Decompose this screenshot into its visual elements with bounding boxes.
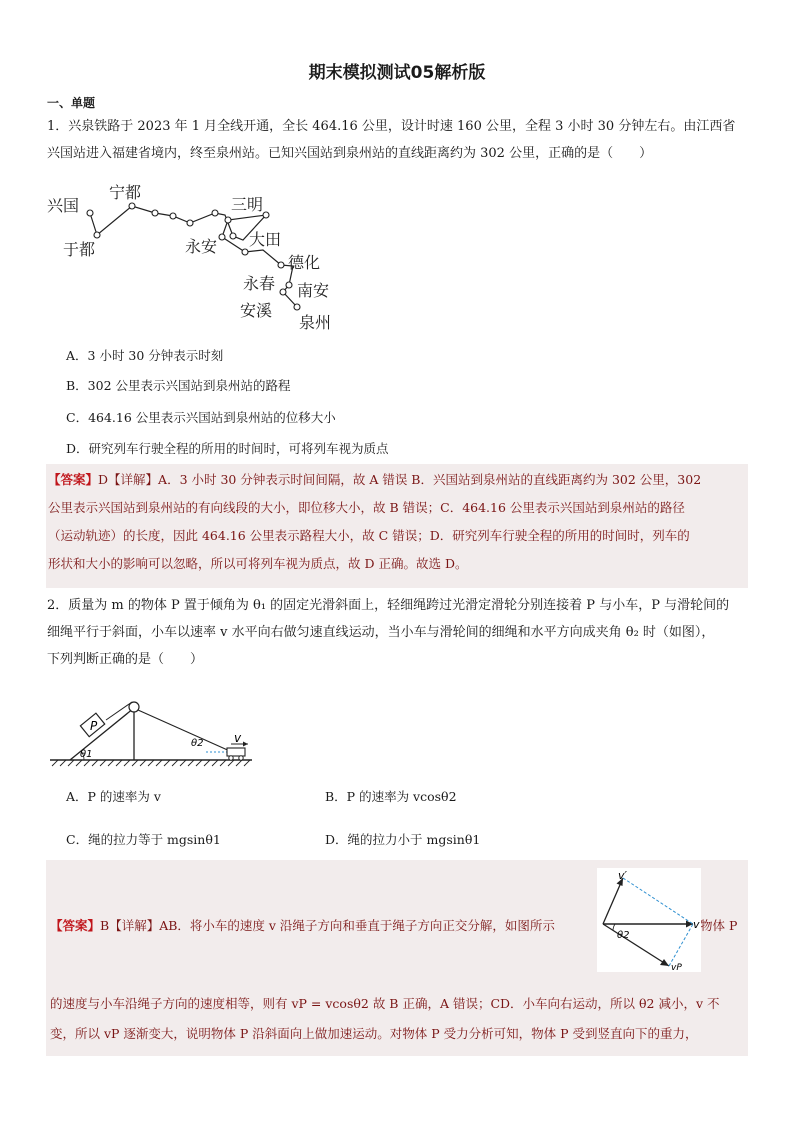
- q1-answer-line1: [48, 466, 746, 494]
- station-marker-4: [212, 210, 218, 216]
- q1-option-c: C．464.16 公里表示兴国站到泉州站的位移大小: [66, 410, 336, 425]
- q2-answer-box: [46, 860, 748, 1056]
- incline-pulley-figure: [46, 696, 256, 770]
- vec-theta2-label: θ2: [617, 930, 630, 941]
- map-label-yongchun: 永春: [243, 274, 276, 293]
- station-marker-yongchun: [286, 282, 292, 288]
- vec-vp-label: vP: [671, 963, 682, 972]
- map-label-datian: 大田: [249, 230, 282, 249]
- vec-vprime-label: v′: [618, 869, 628, 882]
- map-label-anxi: 安溪: [240, 301, 273, 320]
- map-label-nanan: 南安: [297, 281, 330, 300]
- station-marker-2: [170, 213, 176, 219]
- cart-wheel-left: [229, 756, 233, 760]
- q1-answer-tag: 【答案】: [48, 472, 99, 487]
- map-label-quanzhou: 泉州: [299, 313, 332, 332]
- ground-hatching: [52, 760, 250, 766]
- q1-option-a: A．3 小时 30 分钟表示时刻: [66, 348, 224, 363]
- vp-vector: [603, 924, 669, 966]
- theta2-arc: [613, 924, 615, 930]
- rope-to-block: [106, 702, 132, 720]
- q2-stem-line3: 下列判断正确的是（ ）: [47, 652, 204, 667]
- q2-answer-line2: 的速度与小车沿绳子方向的速度相等，则有 vP = vcosθ2 故 B 正确，A 错误；CD．小车向右运动，所以 θ2 减小，v 不: [50, 996, 720, 1011]
- q1-answer-text: [46, 464, 748, 580]
- q2-answer-line1: [48, 910, 604, 942]
- station-marker-datian: [242, 249, 248, 255]
- q2-stem: [47, 592, 747, 673]
- q1-option-d: D．研究列车行驶全程的所用的时间时，可将列车视为质点: [66, 441, 389, 456]
- document-title: 期末模拟测试05解析版: [308, 63, 486, 83]
- q1-stem: [47, 113, 747, 167]
- velocity-arrow-head: [243, 742, 248, 747]
- parallelogram-edge-bottom: [669, 924, 693, 966]
- railway-route-map: [45, 180, 345, 335]
- q2-option-a: A．P 的速率为 v: [66, 789, 161, 804]
- map-label-yudu: 于都: [63, 240, 96, 259]
- q1-answer-box: [46, 464, 748, 588]
- q2-stem-line1: 2．质量为 m 的物体 P 置于倾角为 θ₁ 的固定光滑斜面上，轻细绳跨过光滑定滑轮分别连接着 P 与小车，P 与滑轮间的: [47, 598, 730, 613]
- q1-stem-line1: 1．兴泉铁路于 2023 年 1 月全线开通，全长 464.16 公里，设计时速 160 公里，全程 3 小时 30 分钟左右。由江西省: [47, 119, 736, 134]
- block-p-label: P: [90, 719, 98, 733]
- q2-answer-tag: 【答案】: [50, 918, 101, 933]
- station-marker-5: [225, 217, 231, 223]
- parallelogram-edge-top: [623, 878, 693, 924]
- q1-answer-line1-text: D【详解】A．3 小时 30 分钟表示时间间隔，故 A 错误 B．兴国站到泉州站的直线距离约为 302 公里，302: [98, 472, 702, 487]
- q2-answer-line1-end: 物体 P: [700, 918, 738, 933]
- rope-to-cart: [138, 710, 232, 752]
- q2-answer-line1-text: B【详解】AB．将小车的速度 v 沿绳子方向和垂直于绳子方向正交分解，如图所示: [100, 918, 555, 933]
- station-marker-quanzhou: [294, 304, 300, 310]
- map-label-yongan: 永安: [185, 237, 218, 256]
- station-marker-anxi: [280, 289, 286, 295]
- q1-option-b: B．302 公里表示兴国站到泉州站的路程: [66, 378, 291, 393]
- theta2-label: θ2: [191, 738, 204, 749]
- station-markers: [87, 203, 300, 310]
- map-label-dehua: 德化: [288, 253, 321, 272]
- station-marker-dehua: [278, 262, 284, 268]
- q1-stem-line2: 兴国站进入福建省境内，终至泉州站。已知兴国站到泉州站的直线距离约为 302 公里，正确的是（ ）: [47, 146, 653, 161]
- theta1-label: θ1: [80, 749, 93, 760]
- map-label-xingguo: 兴国: [47, 196, 80, 215]
- q2-option-d: D．绳的拉力小于 mgsinθ1: [325, 832, 481, 847]
- q2-option-c: C．绳的拉力等于 mgsinθ1: [66, 832, 221, 847]
- station-marker-3: [187, 220, 193, 226]
- station-marker-xingguo: [87, 210, 93, 216]
- velocity-decomposition-figure: [597, 868, 701, 972]
- q1-answer-line2: 公里表示兴国站到泉州站的有向线段的大小，即位移大小，故 B 错误；C．464.16 公里表示兴国站到泉州站的路径: [48, 500, 685, 515]
- station-marker-1: [152, 210, 158, 216]
- q2-option-b: B．P 的速率为 vcosθ2: [325, 789, 457, 804]
- q1-answer-line4: 形状和大小的影响可以忽略，所以可将列车视为质点，故 D 正确。故选 D。: [48, 556, 468, 571]
- station-marker-ningdu: [129, 203, 135, 209]
- vp-vector-head: [660, 959, 669, 966]
- station-marker-sanming: [263, 212, 269, 218]
- velocity-label: v: [234, 731, 242, 745]
- section-heading: 一、单题: [47, 96, 96, 110]
- cart-wheel-right: [239, 756, 243, 760]
- map-label-ningdu: 宁都: [109, 183, 142, 202]
- q1-answer-line3: （运动轨迹）的长度，因此 464.16 公里表示路程大小，故 C 错误；D．研究列车行驶全程的所用的时间时，列车的: [48, 528, 690, 543]
- cart-body: [227, 748, 245, 756]
- q2-stem-line2: 细绳平行于斜面，小车以速率 v 水平向右做匀速直线运动，当小车与滑轮间的细绳和水平方向成夹角 θ₂ 时（如图），: [47, 625, 715, 640]
- map-label-sanming: 三明: [231, 195, 264, 214]
- vec-v-label: v: [693, 918, 700, 931]
- station-marker-yongan: [230, 233, 236, 239]
- station-marker-6: [219, 234, 225, 240]
- station-marker-yudu: [94, 232, 100, 238]
- q2-answer-line3: 变，所以 vP 逐渐变大，说明物体 P 沿斜面向上做加速运动。对物体 P 受力分析可知，物体 P 受到竖直向下的重力，: [50, 1026, 698, 1041]
